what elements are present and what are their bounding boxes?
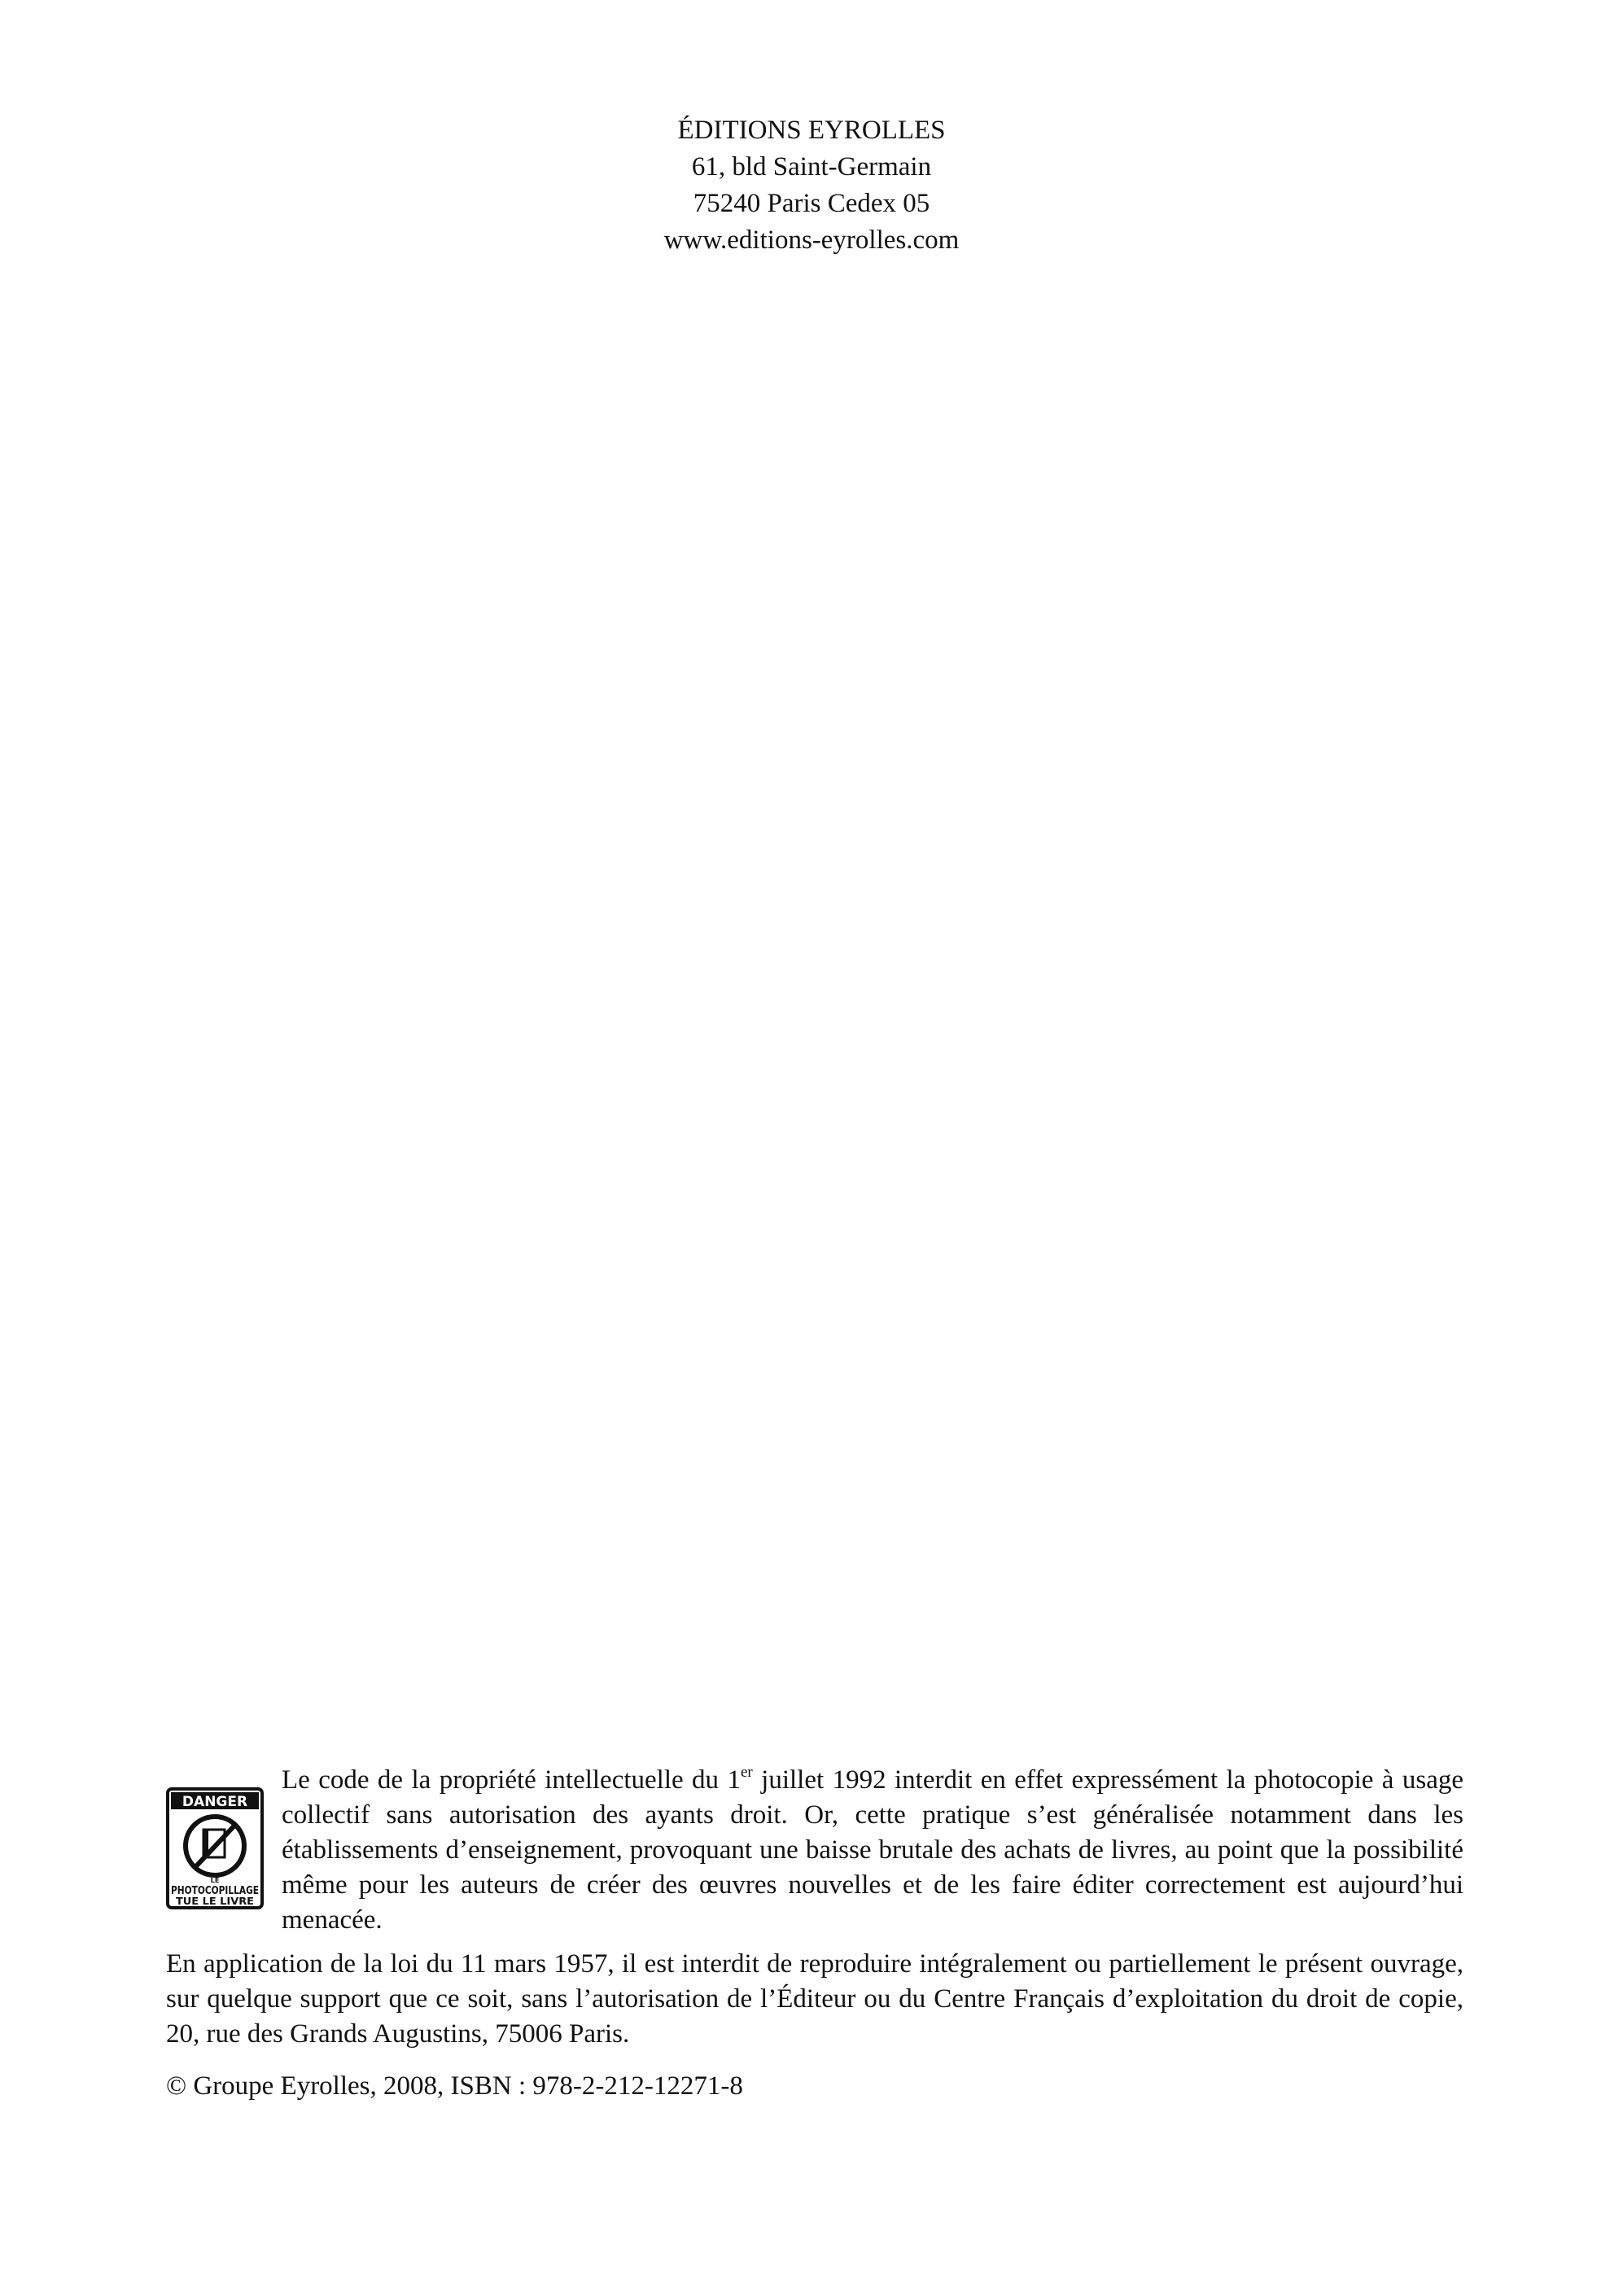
law-paragraph: En application de la loi du 11 mars 1957, il est interdit de reproduire intégralement ou partiellement le présent ouvrage, sur quelque support que ce soit, sans l’autorisation de l’Éditeur ou du Centre Français d’exploitation du droit de copie, 20, rue des Grands Augustins, 75006 Paris.	[166, 1949, 1463, 2049]
publisher-website: www.editions-eyrolles.com	[663, 225, 960, 255]
notice-text-end: juillet 1992 interdit en effet expressément la photocopie à usage collectif sans autorisation des ayants droit. Or, cette pratique s’est généralisée notamment dans les établissements d’enseignement, provoquant une baisse brutale des achats de livres, au point que la possibilité même pour les auteurs de créer des œuvres nouvelles et de les faire éditer correctement est aujourd’hui menacée.	[282, 1765, 1463, 1935]
publisher-address-line-1: 61, bld Saint-Germain	[691, 152, 932, 181]
photocopy-notice-text	[282, 1763, 1463, 1938]
publisher-address-line-2: 75240 Paris Cedex 05	[693, 189, 930, 218]
publisher-address-block	[0, 112, 1623, 259]
publisher-name: ÉDITIONS EYROLLES	[677, 116, 946, 145]
logo-le-label: LE	[210, 1877, 220, 1884]
logo-tue-le-livre-label: TUE LE LIVRE	[176, 1896, 254, 1907]
danger-label: DANGER	[182, 1794, 248, 1810]
copyright-line: © Groupe Eyrolles, 2008, ISBN : 978-2-212-12271-8	[166, 2071, 743, 2101]
photocopy-danger-icon	[166, 1787, 264, 1909]
notice-superscript: er	[740, 1764, 753, 1781]
notice-text-start: Le code de la propriété intellectuelle du 1	[282, 1765, 741, 1795]
photocopy-notice	[166, 1763, 1463, 1938]
logo-photocopillage-label: PHOTOCOPILLAGE	[171, 1885, 259, 1897]
